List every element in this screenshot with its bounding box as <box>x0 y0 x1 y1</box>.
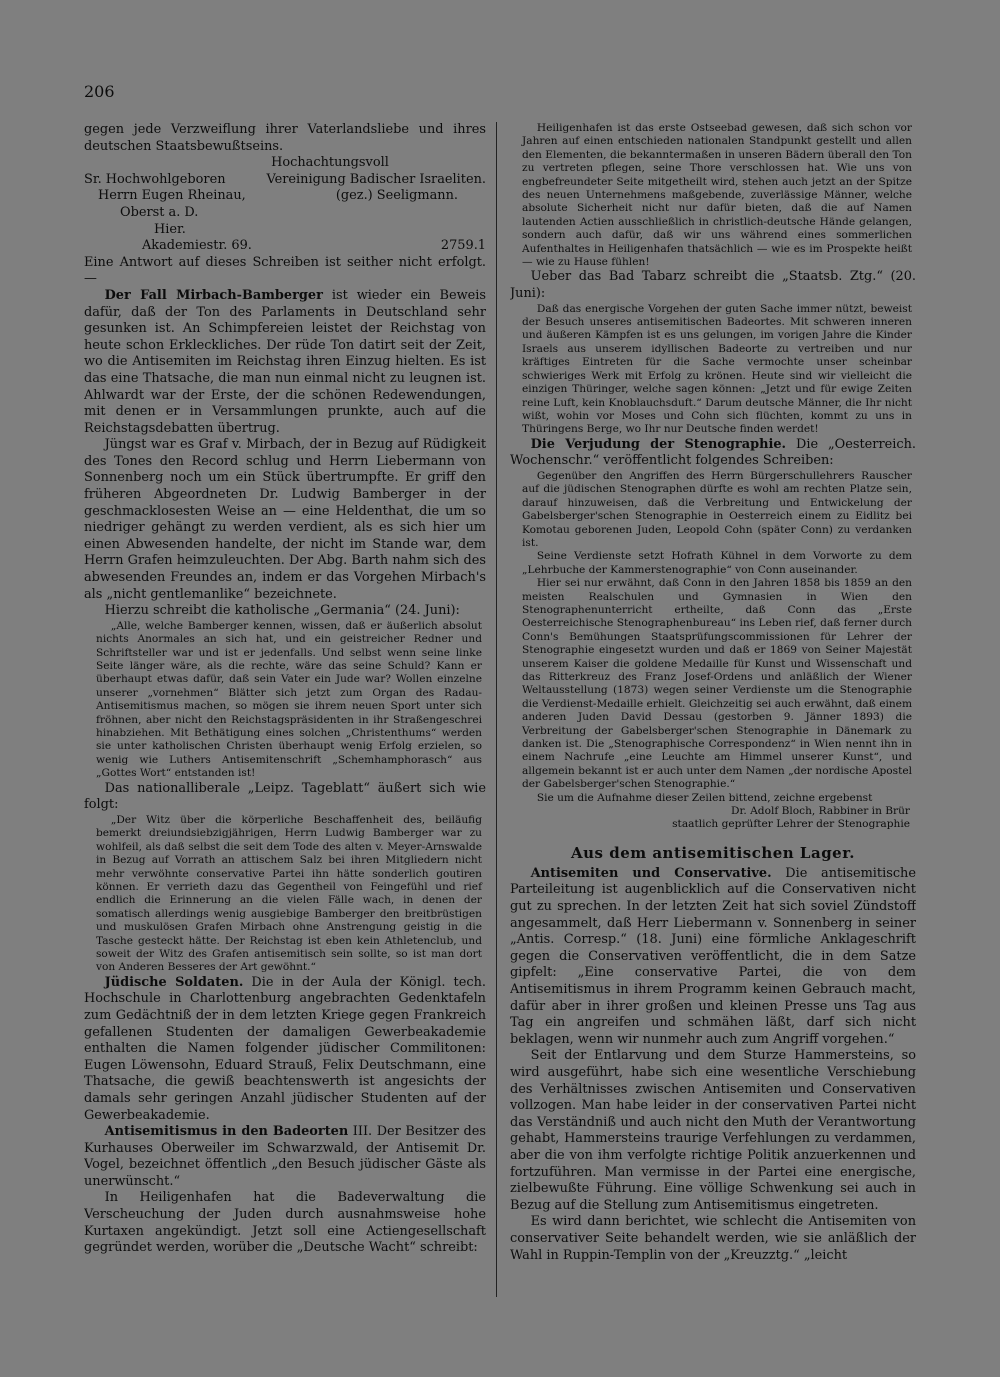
article-title: Die Verjudung der Stenographie. <box>530 436 787 452</box>
addressee: Sr. Hochwohlgeboren <box>84 171 226 187</box>
paragraph: Hierzu schreibt die katholische „Germania“ (24. Juni): <box>104 603 460 619</box>
column-rule <box>496 122 497 1297</box>
article-title: Antisemitismus in den Badeorten <box>104 1124 349 1140</box>
paragraph: Ueber das Bad Tabarz schreibt die „Staatsb. Ztg.“ (20. Juni): <box>510 269 916 302</box>
paragraph: Seit der Entlarvung und dem Sturze Hammersteins, so wird ausgeführt, habe sich eine wesentliche Verschiebung des Verhältnisses zwischen Antisemiten und Conservativen vollzogen. Man habe leider in der conservativen Partei nicht das Verständniß und auch nicht den Muth der Verantwortung gehabt, Hammersteins traurige Verfehlungen zu verdammen, aber die von ihm verfolgte richtige Politik anzuerkennen und fortzuführen. Man vermisse in der Partei eine energische, zielbewußte Führung. Eine völlige Schwenkung sei auch in Bezug auf die Stellung zum Antisemitismus eingetreten. <box>510 1048 916 1213</box>
address: Akademiestr. 69. <box>142 238 252 254</box>
article-stenographie <box>510 437 916 470</box>
article-title: Der Fall Mirbach-Bamberger <box>104 287 323 303</box>
quotation: Hier sei nur erwähnt, daß Conn in den Jahren 1858 bis 1859 an den meisten Realschulen und Gymnasien in Wien den Stenographenunterricht ertheilte, daß Conn das „Erste Oesterreichische Stenographenbureau“ ins Leben rief, daß ferner durch Conn's Bemühungen Staatsprüfungscommissionen für Lehrer der Stenographie eingesetzt wurden und daß er 1869 von Seiner Majestät unserem Kaiser die goldene Medaille für Kunst und Wissenschaft und das Ritterkreuz des Franz Josef-Ordens und anläßlich der Wiener Weltausstellung (1873) wegen seiner Verdienste um die Stenographie die Verdienst-Medaille erhielt. Gleichzeitig sei auch erwähnt, daß einem anderen Juden David Dessau (gestorben 9. Jänner 1893) die Verbreitung der Gabelsberger'schen Stenographie in Dänemark zu danken ist. Die „Stenographische Correspondenz“ in Wien nennt ihn in einem Nachrufe „eine Leuchte am Himmel unserer Kunst“, und allgemein bekannt ist er auch unter dem Namen „der nordische Apostel der Gabelsberger'schen Stenographie.“ <box>522 577 912 791</box>
quotation: Heiligenhafen ist das erste Ostseebad gewesen, daß sich schon vor Jahren auf einen entschieden nationalen Standpunkt gestellt und allen den Elementen, die bekanntermaßen in unseren Bädern überall den Ton zu vertreten pflegen, seine Thore verschlossen hat. Wie uns von engbefreundeter Seite mitgetheilt wird, stehen auch jetzt an der Spitze des neuen Unternehmens maßgebende, zuverlässige Männer, welche absolute Sicherheit nicht nur dafür bieten, daß die auf Namen lautenden Actien ausschließlich in christlich-deutsche Hände gelangen, sondern auch dafür, daß wir uns während eines sommerlichen Aufenthaltes in Heiligenhafen thatsächlich — wie es im Prospekte heißt — wie zu Hause fühlen! <box>522 122 912 269</box>
article-badeorten <box>84 1124 486 1190</box>
article-text: Die „Oesterreich. Wochenschr.“ veröffentlicht folgendes Schreiben: <box>510 436 916 469</box>
quotation: Gegenüber den Angriffen des Herrn Bürgerschullehrers Rauscher auf die jüdischen Stenographen dürfte es wohl am rechten Platze sein, darauf hinzuweisen, daß die Verbreitung und Entwickelung der Gabelsberger'schen Stenographie in Oesterreich einem zu Eidlitz bei Komotau geborenen Juden, Leopold Cohn (später Conn) zu verdanken ist. <box>522 469 912 549</box>
page-number: 206 <box>84 82 115 101</box>
addressee-place: Hier. <box>154 221 186 237</box>
addressee-name: Herrn Eugen Rheinau, <box>98 188 246 204</box>
article-juedische-soldaten <box>84 975 486 1124</box>
quotation: Seine Verdienste setzt Hofrath Kühnel in dem Vorworte zu dem „Lehrbuche der Kammerstenographie“ von Conn auseinander. <box>522 550 912 576</box>
article-number: III. <box>352 1124 373 1140</box>
paragraph: Es wird dann berichtet, wie schlecht die Antisemiten von conservativer Seite behandelt werden, wie sie anläßlich der Wahl in Ruppin-Templin von der „Kreuzztg.“ „leicht <box>510 1214 916 1263</box>
signer: (gez.) Seeligmann. <box>335 188 458 204</box>
reference-number: 2759.1 <box>440 238 486 254</box>
article-text: Die antisemitische Parteileitung ist augenblicklich auf die Conservativen nicht gut zu sprechen. In der letzten Zeit hat sich soviel Zündstoff angesammelt, daß Herr Liebermann v. Sonnenberg in seiner „Antis. Corresp.“ (18. Juni) eine förmliche Anklageschrift gegen die Conservativen veröffentlicht, die in dem Satze gipfelt: „Eine conservative Partei, die von dem Antisemitismus in ihrem Programm keinen Gebrauch macht, dafür aber in ihrer großen und kleinen Presse uns Tag aus Tag ein angreifen und schmähen läßt, darf sich nicht beklagen, wenn wir nunmehr auch zum Angriff vorgehen.“ <box>510 865 916 1047</box>
paragraph: gegen jede Verzweiflung ihrer Vaterlandsliebe und ihres deutschen Staatsbewußtseins. <box>84 122 486 154</box>
article-title: Jüdische Soldaten. <box>104 974 244 990</box>
quotation: Daß das energische Vorgehen der guten Sache immer nützt, beweist der Besuch unseres antisemitischen Badeortes. Mit schweren inneren und äußeren Kämpfen ist es uns gelungen, im vorigen Jahre die Kinder Israels aus unserem idyllischen Badeorte zu vertreiben und nur kräftiges Eintreten für die Sache vermochte unser scheinbar schwieriges Werk mit Erfolg zu krönen. Heute sind wir vielleicht die einzigen Thüringer, welche sagen können: „Jetzt und für ewige Zeiten reine Luft, kein Knoblauchsduft.“ Darum deutsche Männer, die Ihr nicht wißt, wohin vor Moses und Cohn sich flüchten, kommt zu uns in Thüringens Berge, wo Ihr nur Deutsche finden werdet! <box>522 302 912 436</box>
closing: Hochachtungsvoll <box>271 155 389 171</box>
left-column <box>84 122 486 1310</box>
quotation: Sie um die Aufnahme dieser Zeilen bittend, zeichne ergebenst <box>536 791 873 804</box>
quotation: „Alle, welche Bamberger kennen, wissen, daß er äußerlich absolut nichts Anormales an sich hat, und ein geistreicher Redner und Schriftsteller war und ist er jedenfalls. Und selbst wenn seine linke Seite länger wäre, als die rechte, wäre das seine Schuld? Kann er überhaupt etwas dafür, daß sein Vater ein Jude war? Wollen einzelne unserer „vornehmen“ Blätter sich jetzt zum Organ des Radau-Antisemitismus machen, so mögen sie ihrem neuen Sport unter sich fröhnen, aber nicht den Reichstagspräsidenten in ihr Straßengeschrei hinabziehen. Mit Bethätigung eines solchen „Christenthums“ werden sie unter katholischen Christen überhaupt wenig Erfolg erzielen, so wenig wie Luthers Antisemitenschrift „Schemhamphorasch“ aus „Gottes Wort“ entstanden ist! <box>96 619 482 780</box>
section-heading: Aus dem antisemitischen Lager. <box>571 843 855 862</box>
article-text: ist wieder ein Beweis dafür, daß der Ton des Parlaments in Deutschland sehr gesunken ist. An Schimpfereien leistet der Reichstag von heute schon Erkleckliches. Der rüde Ton datirt seit der Zeit, wo die Antisemiten im Reichstag ihren Einzug hielten. Es ist das eine Thatsache, die man nun einmal nicht zu leugnen ist. Ahlwardt war der Erste, der die schönen Redewendungen, mit denen er in Versammlungen prunkte, auch auf die Reichstagsdebatten übertrug. <box>84 287 486 436</box>
signature-title: staatlich geprüfter Lehrer der Stenographie <box>672 818 910 831</box>
quotation: „Der Witz über die körperliche Beschaffenheit des, beiläufig bemerkt dreiundsiebzigjährigen, Herrn Ludwig Bamberger war zu wohlfeil, als daß selbst die seit dem Tode des alten v. Meyer-Arnswalde in Bezug auf Vorrath an attischem Salz bei ihren Mitgliedern nicht mehr verwöhnte conservative Partei ihn hätte sonderlich goutiren können. Er verrieth dazu das Gegentheil von Feingefühl und rief endlich die Erinnerung an die vielen Fälle wach, in denen der somatisch allerdings wenig ausgiebige Bamberger den breitbrüstigen und muskulösen Grafen Mirbach ohne Anstrengung geistig in die Tasche gesteckt hätte. Der Reichstag ist eben kein Athletenclub, und soweit der Witz des Grafen antisemitisch sein sollte, so ist man dort von Anderen Besseres der Art gewöhnt.“ <box>96 813 482 974</box>
paragraph: Das nationalliberale „Leipz. Tageblatt“ äußert sich wie folgt: <box>84 780 486 813</box>
article-mirbach <box>84 288 486 437</box>
article-title: Antisemiten und Conservative. <box>530 865 772 881</box>
letter-signature <box>84 155 486 255</box>
article-text: Die in der Aula der Königl. tech. Hochschule in Charlottenburg angebrachten Gedenktafeln zum Gedächtniß der in dem letzten Kriege gegen Frankreich gefallenen Studenten der damaligen Gewerbeakademie enthalten die Namen folgender jüdischer Commilitonen: Eugen Löwensohn, Eduard Strauß, Felix Deutschmann, eine Thatsache, die gewiß beachtenswerth ist angesichts der damals sehr geringen Anzahl jüdischer Studenten auf der Gewerbeakademie. <box>84 974 486 1123</box>
right-column <box>510 122 916 1310</box>
sender: Vereinigung Badischer Israeliten. <box>266 171 486 187</box>
signature-name: Dr. Adolf Bloch, Rabbiner in Brür <box>731 805 910 818</box>
addressee-rank: Oberst a. D. <box>120 204 199 220</box>
paragraph: Jüngst war es Graf v. Mirbach, der in Bezug auf Rüdigkeit des Tones den Record schlug und Herrn Liebermann von Sonnenberg noch um ein Stück übertrumpfte. Er griff den früheren Abgeordneten Dr. Ludwig Bamberger in der geschmacklosesten Weise an — eine Heldenthat, die um so niedriger gehängt zu werden verdient, als es sich hier um einen Abwesenden handelte, der nicht im Stande war, dem Herrn Grafen heimzuleuchten. Der Abg. Barth nahm sich des abwesenden Freundes an, indem er das Vorgehen Mirbach's als „nicht gentlemanlike“ bezeichnete. <box>84 437 486 602</box>
paragraph: In Heiligenhafen hat die Badeverwaltung die Verscheuchung der Juden durch ausnahmsweise hohe Kurtaxen angekündigt. Jetzt soll eine Actiengesellschaft gegründet werden, worüber die „Deutsche Wacht“ schreibt: <box>84 1190 486 1256</box>
article-text: Der Besitzer des Kurhauses Oberweiler im Schwarzwald, der Antisemit Dr. Vogel, bezeichnet öffentlich „den Besuch jüdischer Gäste als unerwünscht.“ <box>84 1124 486 1189</box>
paragraph: Eine Antwort auf dieses Schreiben ist seither nicht erfolgt. — <box>84 254 486 287</box>
article-antisemiten-conservative <box>510 866 916 1049</box>
